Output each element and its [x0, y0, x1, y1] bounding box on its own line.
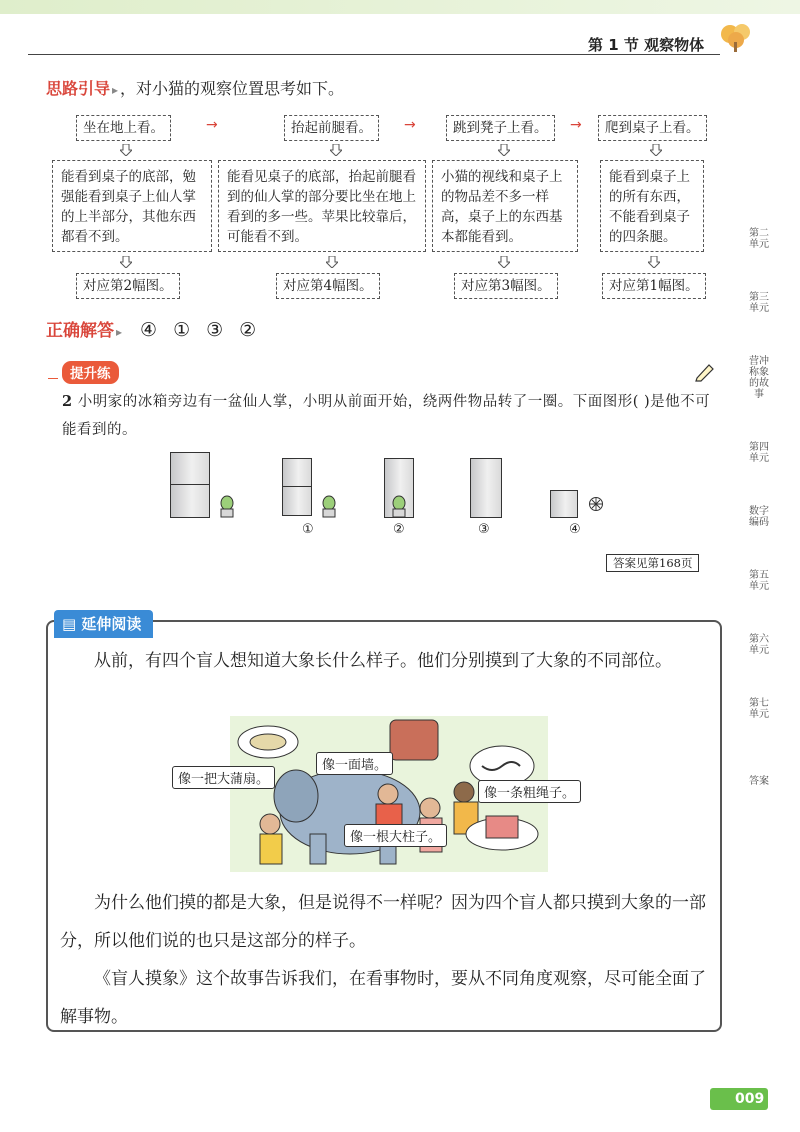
cactus-icon [390, 494, 408, 518]
speech-bubble-pillar: 像一根大柱子。 [344, 824, 447, 847]
extended-reading-tab [54, 610, 153, 638]
page-number: 009 [735, 1091, 765, 1107]
figure-1-fridge [282, 458, 312, 516]
story-paragraph-3: 《盲人摸象》这个故事告诉我们，在看事物时，要从不同角度观察，尽可能全面了解事物。 [60, 969, 706, 1027]
practice-tag: 提升练 [62, 361, 119, 384]
step-1-observation: 能看到桌子的底部，勉强能看到桌子上仙人掌的上半部分，其他东西都看不到。 [52, 160, 212, 252]
side-tab-cao-chong[interactable]: 营冲称象的故事 [749, 356, 769, 400]
down-arrow-icon [498, 256, 510, 268]
figure-1-divider [282, 486, 312, 487]
figure-2-label: ② [393, 522, 405, 537]
pencil-icon [694, 362, 716, 382]
down-arrow-icon [120, 144, 132, 156]
story-paragraph-1: 从前，有四个盲人想知道大象长什么样子。他们分别摸到了大象的不同部位。 [94, 651, 672, 671]
question-number: 2 [62, 393, 73, 410]
question-text: 小明家的冰箱旁边有一盆仙人掌，小明从前面开始，绕两件物品转了一圈。下面图形( )是他不可能看到的。 [62, 394, 711, 438]
top-band [0, 0, 800, 14]
side-tab-unit-2[interactable]: 第二单元 [749, 228, 769, 250]
answer-symbol: ④ [140, 319, 158, 341]
fridge-divider [170, 484, 210, 485]
down-arrow-icon [648, 256, 660, 268]
extended-reading-title: 延伸阅读 [81, 615, 142, 633]
step-1-position: 坐在地上看。 [76, 115, 171, 141]
answer-arrow-icon: ▸ [116, 325, 123, 339]
answer-label: 正确解答 [46, 321, 114, 341]
figure-4-label: ④ [569, 522, 581, 537]
tree-icon [716, 20, 756, 54]
step-4-position: 爬到桌子上看。 [598, 115, 707, 141]
step-3-match: 对应第3幅图。 [454, 273, 558, 299]
answer-reference: 答案见第168页 [606, 554, 699, 572]
cactus-icon [218, 494, 236, 518]
guide-label: 思路引导 [46, 79, 111, 98]
step-3-position: 跳到凳子上看。 [446, 115, 555, 141]
side-tab-unit-6[interactable]: 第六单元 [749, 634, 769, 656]
figure-4-fridge-top [550, 490, 578, 518]
story-paragraph-2: 为什么他们摸的都是大象，但是说得不一样呢？因为四个盲人都只摸到大象的一部分，所以他们说的也只是这部分的样子。 [60, 893, 706, 951]
arrow-right-icon: → [570, 117, 582, 133]
step-2-position: 抬起前腿看。 [284, 115, 379, 141]
guide-arrow-icon: ▸ [112, 83, 119, 97]
side-tab-digital-coding[interactable]: 数字编码 [749, 506, 769, 528]
answer-symbol: ① [173, 319, 191, 341]
side-tab-unit-3[interactable]: 第三单元 [749, 292, 769, 314]
side-tab-unit-4[interactable]: 第四单元 [749, 442, 769, 464]
speech-bubble-rope: 像一条粗绳子。 [478, 780, 581, 803]
header-rule [28, 54, 720, 55]
side-tab-answers[interactable]: 答案 [749, 776, 769, 787]
guide-heading [46, 76, 344, 99]
step-3-observation: 小猫的视线和桌子上的物品差不多一样高，桌子上的东西基本都能看到。 [432, 160, 578, 252]
answer-symbol: ③ [206, 319, 224, 341]
side-tab-unit-7[interactable]: 第七单元 [749, 698, 769, 720]
step-4-observation: 能看到桌子上的所有东西，不能看到桌子的四条腿。 [600, 160, 704, 252]
speech-bubble-wall: 像一面墙。 [316, 752, 393, 775]
guide-text: ，对小猫的观察位置思考如下。 [120, 79, 345, 98]
arrow-right-icon: → [206, 117, 218, 133]
down-arrow-icon [120, 256, 132, 268]
down-arrow-icon [498, 144, 510, 156]
down-arrow-icon [650, 144, 662, 156]
book-icon: ▤ [62, 615, 77, 633]
side-tab-unit-5[interactable]: 第五单元 [749, 570, 769, 592]
practice-question [62, 388, 722, 444]
arrow-right-icon: → [404, 117, 416, 133]
correct-answer [46, 316, 256, 341]
cactus-top-icon [588, 496, 604, 512]
figure-3-fridge [470, 458, 502, 518]
tag-dash [48, 378, 58, 379]
step-2-match: 对应第4幅图。 [276, 273, 380, 299]
down-arrow-icon [330, 144, 342, 156]
cactus-icon [320, 494, 338, 518]
section-title: 第 1 节 观察物体 [588, 36, 705, 54]
figure-3-label: ③ [478, 522, 490, 537]
figure-1-label: ① [302, 522, 314, 537]
answer-symbol: ② [239, 319, 257, 341]
fridge-front [170, 452, 210, 518]
down-arrow-icon [326, 256, 338, 268]
speech-bubble-fan: 像一把大蒲扇。 [172, 766, 275, 789]
step-4-match: 对应第1幅图。 [602, 273, 706, 299]
step-2-observation: 能看见桌子的底部，抬起前腿看到的仙人掌的部分要比坐在地上看到的多一些。苹果比较靠后，可能看不到。 [218, 160, 426, 252]
step-1-match: 对应第2幅图。 [76, 273, 180, 299]
